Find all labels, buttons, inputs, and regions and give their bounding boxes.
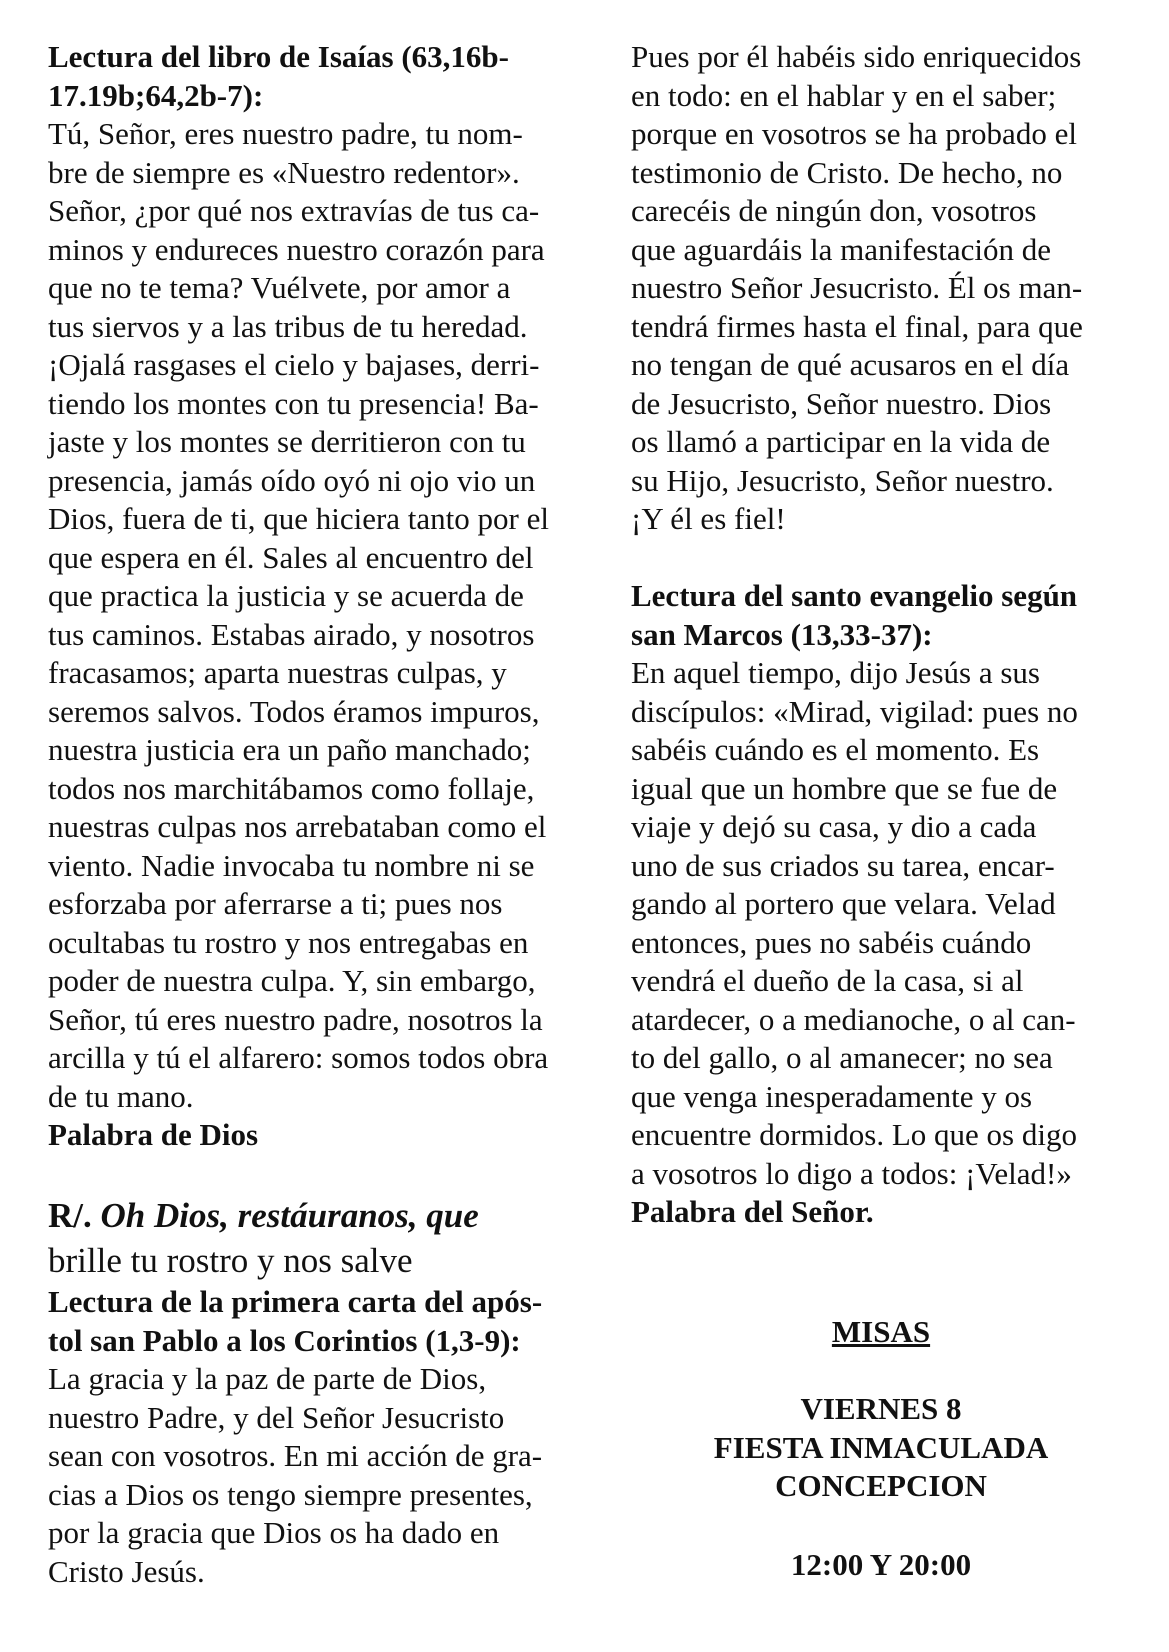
misas-feast-line-1: FIESTA INMACULADA (713, 1429, 1049, 1465)
text-line: igual que un hombre que se fue de (631, 770, 1058, 806)
text-line: arcilla y tú el alfarero: somos todos obra (48, 1040, 549, 1075)
text-line: que espera en él. Sales al encuentro del (48, 539, 534, 575)
gospel-heading-line: Lectura del santo evangelio según (631, 578, 1078, 613)
text-line: testimonio de Cristo. De hecho, no (631, 154, 1063, 190)
text-line: discípulos: «Mirad, vigilad: pues no (631, 693, 1078, 729)
text-line: sean con vosotros. En mi acción de gra- (48, 1438, 543, 1473)
misas-day: VIERNES 8 (800, 1391, 962, 1426)
text-line: os llamó a participar en la vida de (631, 424, 1051, 459)
text-line: cias a Dios os tengo siempre presentes, (48, 1476, 533, 1512)
gospel-heading-line: san Marcos (13,33-37): (631, 616, 933, 652)
text-line: ocultabas tu rostro y nos entregabas en (48, 924, 529, 960)
text-line: tiendo los montes con tu presencia! Ba- (48, 385, 539, 421)
text-line: tus siervos y a las tribus de tu heredad. (48, 308, 528, 344)
text-line: ¡Ojalá rasgases el cielo y bajases, derri- (48, 347, 540, 382)
text-line: a vosotros lo digo a todos: ¡Velad!» (631, 1155, 1072, 1191)
reading2-continuation (631, 38, 1131, 539)
spacer (631, 539, 1131, 578)
text-line: nuestras culpas nos arrebataban como el (48, 809, 547, 844)
text-line: Señor, tú eres nuestro padre, nosotros la (48, 1001, 543, 1037)
gospel-body (631, 654, 1131, 1193)
text-line: tendrá firmes hasta el final, para que (631, 308, 1083, 344)
spacer (48, 1155, 594, 1194)
text-line: viento. Nadie invocaba tu nombre ni se (48, 847, 535, 883)
reading1-body (48, 115, 594, 1116)
reading2-heading-line: Lectura de la primera carta del após- (48, 1284, 543, 1319)
text-line: poder de nuestra culpa. Y, sin embargo, (48, 963, 536, 998)
text-line: porque en vosotros se ha probado el (631, 116, 1077, 151)
reading1-heading-line: Lectura del libro de Isaías (63,16b- (48, 39, 509, 74)
text-line: encuentre dormidos. Lo que os digo (631, 1117, 1077, 1152)
text-line: tus caminos. Estabas airado, y nosotros (48, 616, 535, 652)
text-line: esforzaba por aferrarse a ti; pues nos (48, 886, 503, 921)
text-line: fracasamos; aparta nuestras culpas, y (48, 655, 507, 690)
text-line: Pues por él habéis sido enriquecidos (631, 39, 1082, 74)
text-line: nuestro Señor Jesucristo. Él os man- (631, 270, 1083, 305)
text-line: sabéis cuándo es el momento. Es (631, 732, 1040, 767)
text-line: gando al portero que velara. Velad (631, 886, 1056, 921)
text-line: nuestro Padre, y del Señor Jesucristo (48, 1399, 505, 1435)
text-line: viaje y dejó su casa, y dio a cada (631, 809, 1037, 844)
gospel-closing: Palabra del Señor. (631, 1194, 874, 1229)
left-column (48, 38, 594, 1591)
text-line: de tu mano. (48, 1078, 194, 1114)
right-column (631, 38, 1131, 1232)
text-line: uno de sus criados su tarea, encar- (631, 847, 1055, 883)
misas-title-text: MISAS (831, 1314, 931, 1349)
reading1-heading-line: 17.19b;64,2b-7): (48, 77, 264, 113)
reading2-heading-line: tol san Pablo a los Corintios (1,3-9): (48, 1322, 521, 1358)
text-line: seremos salvos. Todos éramos impuros, (48, 693, 540, 729)
reading1-heading (48, 38, 594, 115)
misas-title (631, 1313, 1131, 1352)
text-line: Cristo Jesús. (48, 1553, 205, 1589)
text-line: minos y endureces nuestro corazón para (48, 231, 545, 267)
psalm-text-1: Oh Dios, restáuranos, que (100, 1196, 479, 1235)
misas-details (631, 1390, 1131, 1506)
text-line: Señor, ¿por qué nos extravías de tus ca- (48, 193, 540, 228)
text-line: entonces, pues no sabéis cuándo (631, 924, 1032, 960)
psalm-text-2: brille tu rostro y nos salve (48, 1241, 413, 1280)
text-line: bre de siempre es «Nuestro redentor». (48, 154, 520, 190)
text-line: nuestra justicia era un paño manchado; (48, 732, 531, 767)
text-line: de Jesucristo, Señor nuestro. Dios (631, 385, 1052, 421)
reading1-closing: Palabra de Dios (48, 1117, 259, 1152)
reading2-heading (48, 1283, 594, 1360)
text-line: que aguardáis la manifestación de (631, 231, 1052, 267)
text-line: ¡Y él es fiel! (631, 501, 786, 536)
text-line: todos nos marchitábamos como follaje, (48, 770, 535, 806)
text-line: Tú, Señor, eres nuestro padre, tu nom- (48, 116, 523, 151)
text-line: vendrá el dueño de la casa, si al (631, 963, 1024, 998)
text-line: La gracia y la paz de parte de Dios, (48, 1361, 487, 1396)
text-line: Dios, fuera de ti, que hiciera tanto por el (48, 501, 549, 536)
text-line: que venga inesperadamente y os (631, 1078, 1033, 1114)
text-line: su Hijo, Jesucristo, Señor nuestro. (631, 462, 1054, 498)
psalm-response (48, 1193, 594, 1283)
text-line: carecéis de ningún don, vosotros (631, 193, 1037, 228)
text-line: to del gallo, o al amanecer; no sea (631, 1040, 1053, 1075)
misas-feast-line-2: CONCEPCION (775, 1468, 987, 1503)
text-line: que practica la justicia y se acuerda de (48, 578, 524, 613)
text-line: en todo: en el hablar y en el saber; (631, 77, 1057, 113)
psalm-line-1 (48, 1193, 594, 1238)
misas-times: 12:00 Y 20:00 (790, 1547, 972, 1582)
gospel-heading (631, 577, 1131, 654)
text-line: presencia, jamás oído oyó ni ojo vio un (48, 462, 536, 498)
text-line: no tengan de qué acusaros en el día (631, 347, 1070, 382)
text-line: que no te tema? Vuélvete, por amor a (48, 270, 511, 305)
text-line: En aquel tiempo, dijo Jesús a sus (631, 655, 1040, 690)
text-line: por la gracia que Dios os ha dado en (48, 1515, 500, 1550)
text-line: atardecer, o a medianoche, o al can- (631, 1001, 1076, 1037)
text-line: jaste y los montes se derritieron con tu (48, 424, 526, 459)
psalm-prefix: R/. (48, 1196, 92, 1235)
reading2-body (48, 1360, 594, 1591)
